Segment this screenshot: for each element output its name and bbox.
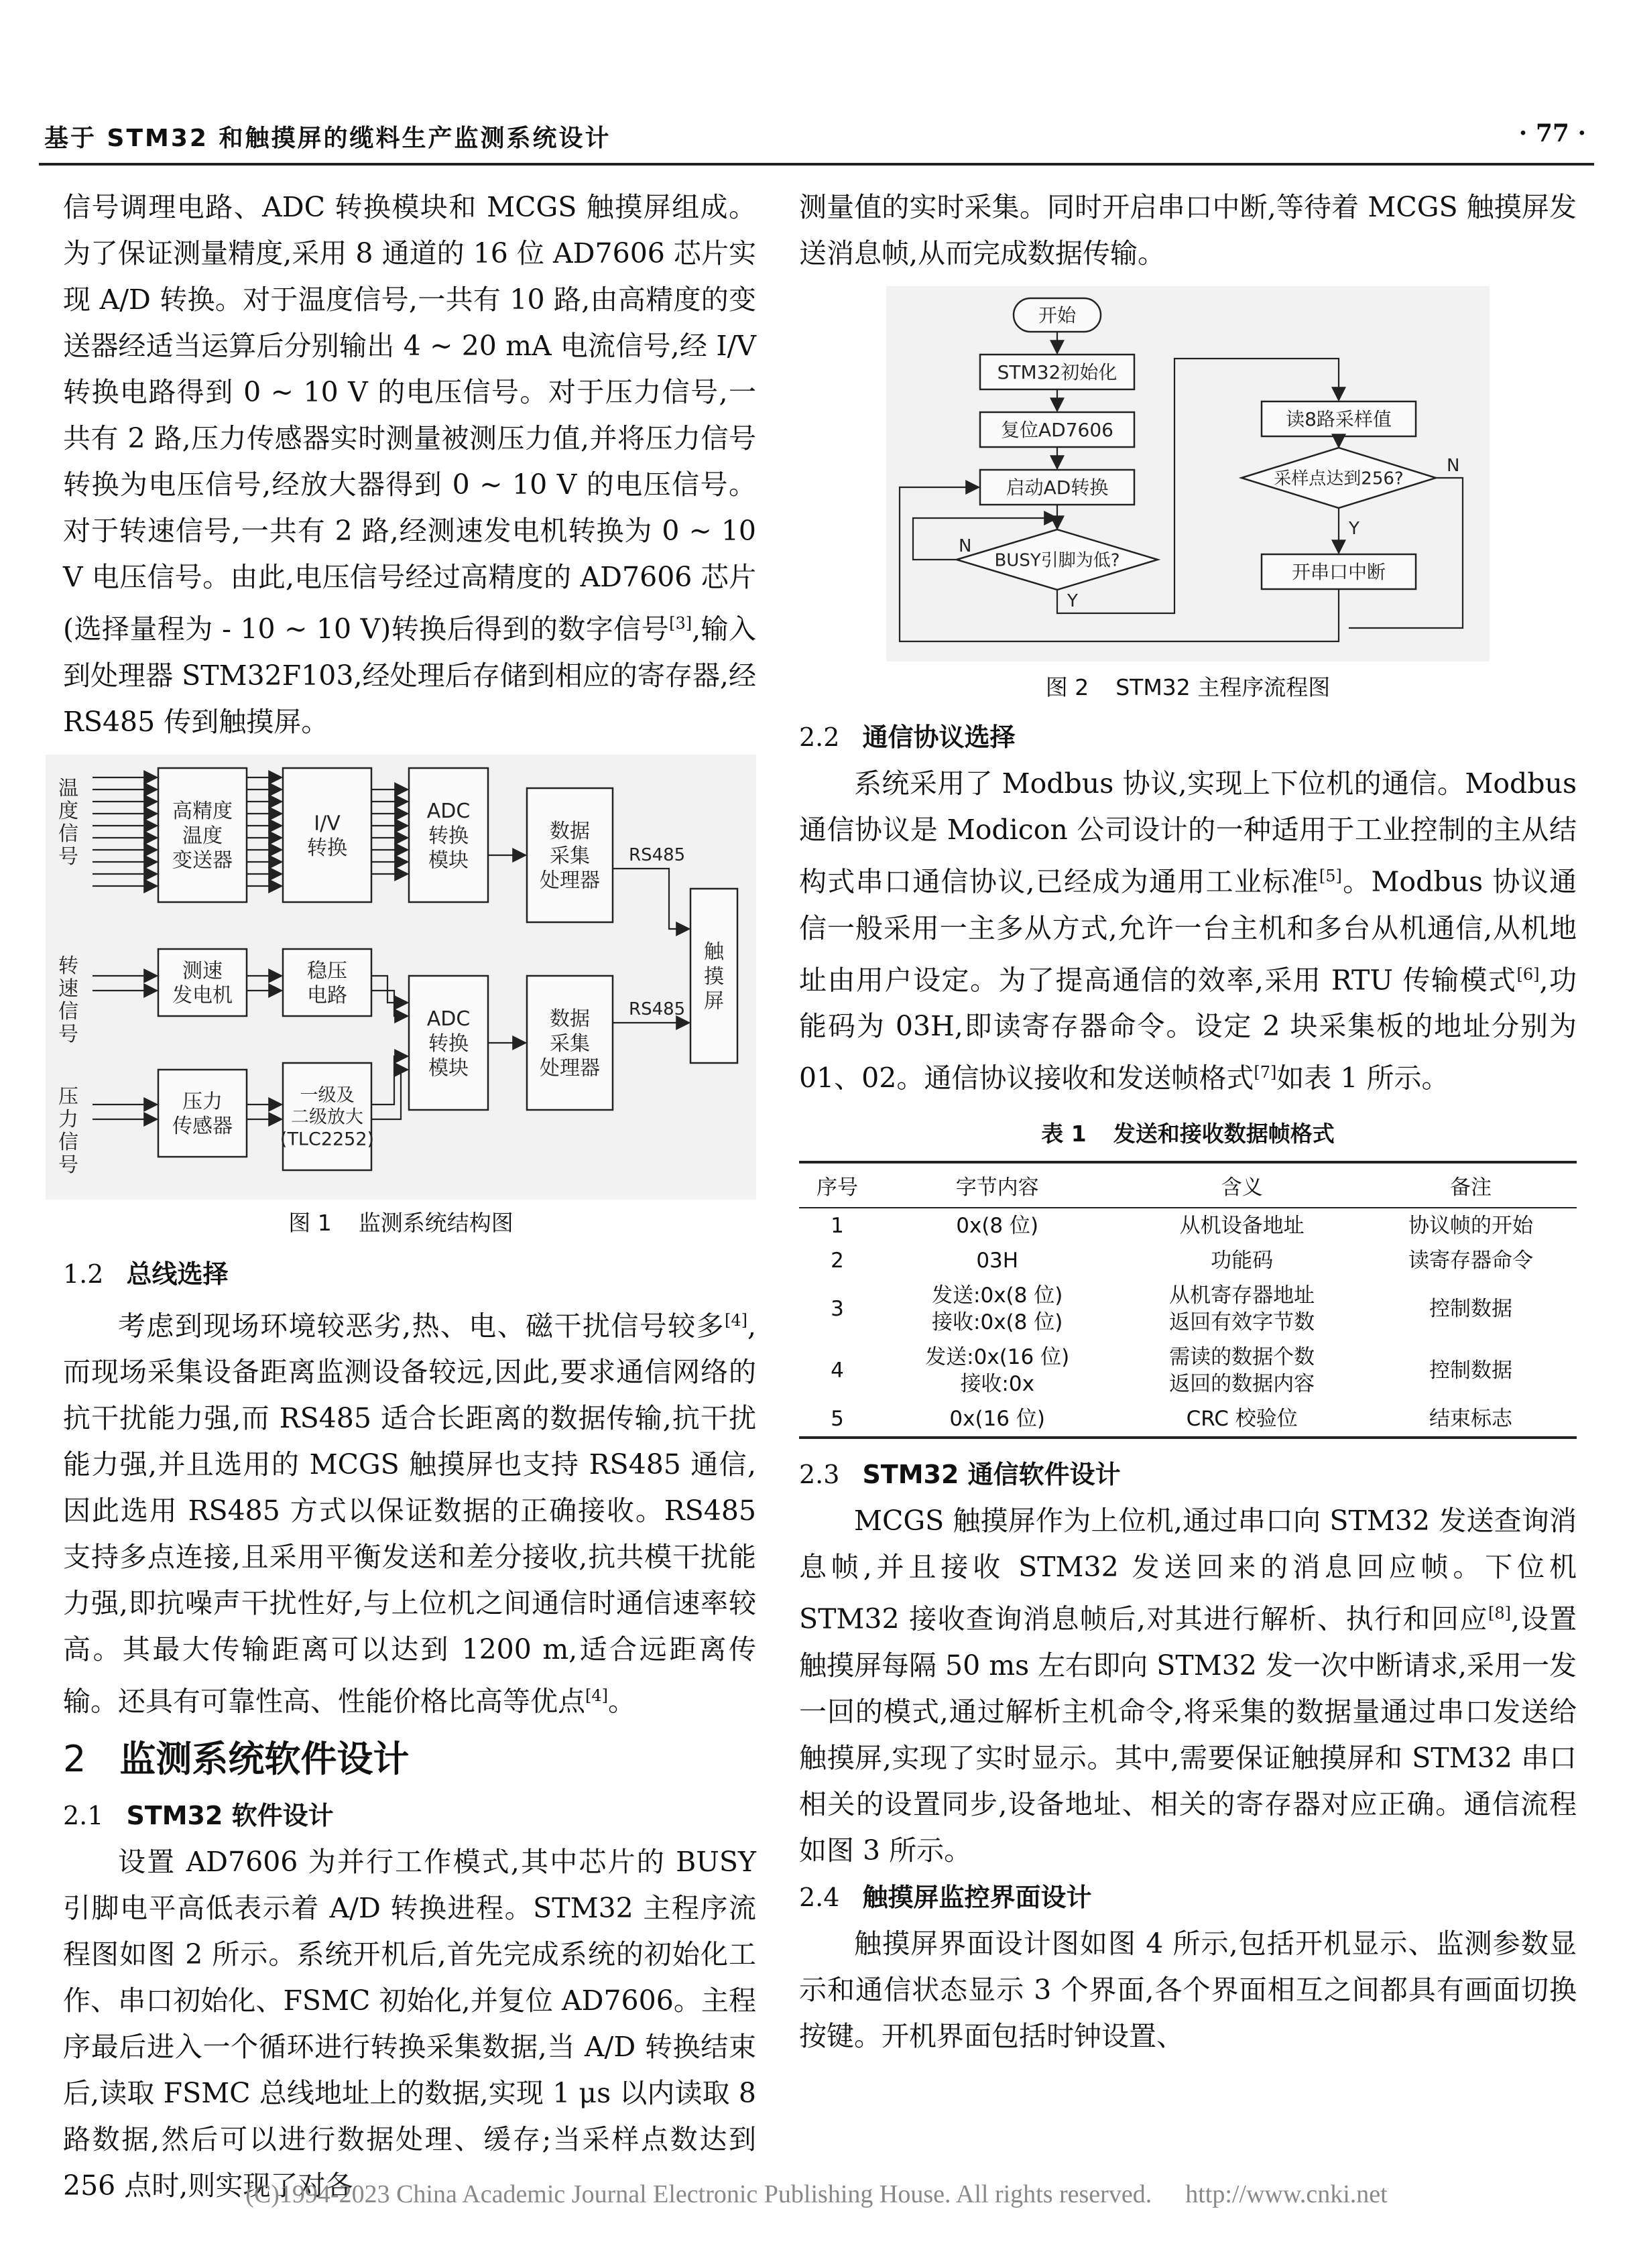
table-1-header-1: 序号 xyxy=(799,1162,875,1208)
page-number: · 77 · xyxy=(1518,119,1586,147)
pressure-signal-label-char-2: 力 xyxy=(58,1107,78,1131)
intro-paragraph: 信号调理电路、ADC 转换模块和 MCGS 触摸屏组成。为了保证测量精度,采用 8 通道的 16 位 AD7606 芯片实现 A/D 转换。对于温度信号,一共有 10 路,由高精度的变送器经适当运算后分别输出 4 ~ 20 mA 电流信号,经 I/V 转换电路得到 0 ~ 10 V 的电压信号。对于压力信号,一共有 2 路,压力传感器实时测量被测压力值,并将压力信号转换为电压信号,经放大器得到 0 ~ 10 V 的电压信号。对于转速信号,一共有 2 路,经测速发电机转换为 0 ~ 10 V 电压信号。由此,电压信号经过高精度的 AD7606 芯片(选择量程为 - 10 ~ 10 V)转换后得到的数字信号[3],输入到处理器 STM32F103,经处理后存储到相应的寄存器,经 RS485 传到触摸屏。 xyxy=(63,191,756,738)
convert-node-label-line-1: 启动AD转换 xyxy=(1006,477,1109,499)
transmitter-block-label-line-2: 温度 xyxy=(182,824,223,848)
touchscreen-block-label-line-3: 屏 xyxy=(704,989,724,1013)
processor1-block-label-line-3: 处理器 xyxy=(540,869,600,893)
tachogenerator-block-label-line-2: 发电机 xyxy=(172,983,233,1007)
table-cell-no: 5 xyxy=(799,1401,875,1438)
table-cell-no: 4 xyxy=(831,1358,844,1383)
table-row xyxy=(799,1340,1577,1401)
pressure-sensor-block-label-line-2: 传感器 xyxy=(172,1114,233,1138)
speed-signal-label-char-2: 速 xyxy=(58,976,78,1001)
processor2-block-label-line-1: 数据 xyxy=(550,1007,590,1031)
amplifier-block-label-line-3: (TLC2252) xyxy=(280,1129,375,1150)
table-cell-meaning: 需读的数据个数 返回的数据内容 xyxy=(1169,1344,1315,1396)
adc1-block-label-line-3: 模块 xyxy=(428,848,469,873)
busy-no-label: N xyxy=(959,536,972,556)
table-1-caption: 表 1 发送和接收数据帧格式 xyxy=(1041,1120,1335,1147)
start-node-label-line-1: 开始 xyxy=(1038,304,1077,327)
figure-1-caption: 图 1 监测系统结构图 xyxy=(46,1200,756,1247)
adc2-block-label-line-1: ADC xyxy=(426,1007,471,1031)
table-cell-note: 结束标志 xyxy=(1365,1401,1577,1438)
section-2-3-text: MCGS 触摸屏作为上位机,通过串口向 STM32 发送查询消息帧,并且接收 STM32 发送回来的消息回应帧。下位机 STM32 接收查询消息帧后,对其进行解析、执行和回应[8],设置触摸屏每隔 50 ms 左右即向 STM32 发一次中断请求,采用一发一回的模式,通过解析主机命令,将采集的数据量通过串口发送给触摸屏,实现了实时显示。其中,需要保证触摸屏和 STM32 串口相关的设置同步,设备地址、相关的寄存器对应正确。通信流程如图 3 所示。 xyxy=(799,1504,1577,1867)
section-1-2-heading: 1.2 总线选择 xyxy=(63,1259,229,1289)
temp-signal-label-char-3: 信 xyxy=(58,822,78,846)
table-cell-no: 1 xyxy=(831,1213,844,1238)
table-cell-content: 0x(16 位) xyxy=(875,1401,1119,1438)
iv-block-label-line-2: 转换 xyxy=(307,836,347,860)
section-2-1-text: 设置 AD7606 为并行工作模式,其中芯片的 BUSY 引脚电平高低表示着 A/D 转换进程。STM32 主程序流程图如图 2 所示。系统开机后,首先完成系统的初始化工作、串口初始化、FSMC 初始化,并复位 AD7606。主程序最后进入一个循环进行转换采集数据,当 A/D 转换结束后,读取 FSMC 总线地址上的数据,实现 1 μs 以内读取 8 路数据,然后可以进行数据处理、缓存;当采样点数达到 256 点时,则实现了对各 xyxy=(63,1845,756,2202)
section-1-2-text: 考虑到现场环境较恶劣,热、电、磁干扰信号较多[4],而现场采集设备距离监测设备较远,因此,要求通信网络的抗干扰能力强,而 RS485 适合长距离的数据传输,抗干扰能力强,并且选用的 MCGS 触摸屏也支持 RS485 通信,因此选用 RS485 方式以保证数据的正确接收。RS485 支持多点连接,且采用平衡发送和差分接收,抗共模干扰能力强,即抗噪声干扰性好,与上位机之间通信时通信速率较高。其最大传输距离可以达到 1200 m,适合远距离传输。还具有可靠性高、性能价格比高等优点[4]。 xyxy=(63,1310,756,1718)
table-cell-content: 发送:0x(8 位) 接收:0x(8 位) xyxy=(932,1283,1063,1334)
adc1-block-label-line-2: 转换 xyxy=(428,824,469,848)
table-cell-meaning: 功能码 xyxy=(1211,1248,1274,1273)
iv-block-label-line-1: I/V xyxy=(314,812,341,836)
section-2-2-text: 系统采用了 Modbus 协议,实现上下位机的通信。Modbus 通信协议是 Modicon 公司设计的一种适用于工业控制的主从结构式串口通信协议,已经成为通用工业标准[5]。Modbus 协议通信一般采用一主多从方式,允许一台主机和多台从机通信,从机地址由用户设定。为了提高通信的效率,采用 RTU 传输模式[6],功能码为 03H,即读寄存器命令。设定 2 块采集板的地址分别为 01、02。通信协议接收和发送帧格式[7]如表 1 所示。 xyxy=(799,767,1577,1094)
adc1-block-label-line-1: ADC xyxy=(426,799,471,823)
figure-2-caption: 图 2 STM32 主程序流程图 xyxy=(1045,674,1331,700)
touchscreen-block-label-line-2: 摸 xyxy=(704,964,724,989)
processor1-block-label-line-2: 采集 xyxy=(550,844,590,868)
table-1-header-2: 字节内容 xyxy=(875,1162,1119,1208)
transmitter-block-label-line-3: 变送器 xyxy=(172,848,233,873)
right-intro-paragraph: 测量值的实时采集。同时开启串口中断,等待着 MCGS 触摸屏发送消息帧,从而完成数据传输。 xyxy=(799,191,1577,269)
rs485-label-1: RS485 xyxy=(629,844,686,865)
regulator-block-label-line-2: 电路 xyxy=(307,983,347,1007)
right-column xyxy=(799,184,1577,2060)
cnki-url: http://www.cnki.net xyxy=(1185,2180,1388,2208)
pressure-signal-label-char-4: 号 xyxy=(58,1153,78,1177)
count-yes-label: Y xyxy=(1349,519,1359,539)
table-row xyxy=(799,1208,1577,1243)
speed-signal-label-char-1: 转 xyxy=(58,954,78,978)
irq-node-label-line-1: 开串口中断 xyxy=(1291,561,1386,584)
read-node-label-line-1: 读8路采样值 xyxy=(1286,408,1392,431)
adc2-block-label-line-2: 转换 xyxy=(428,1031,469,1056)
transmitter-block-label-line-1: 高精度 xyxy=(172,799,233,823)
busy-yes-label: Y xyxy=(1067,591,1078,611)
amplifier-block-label-line-1: 一级及 xyxy=(300,1084,355,1106)
processor1-block-label-line-1: 数据 xyxy=(550,819,590,843)
table-cell-meaning: CRC 校验位 xyxy=(1119,1401,1365,1438)
section-2-3-heading: 2.3 STM32 通信软件设计 xyxy=(799,1459,1121,1489)
section-2-1-heading: 2.1 STM32 软件设计 xyxy=(63,1800,334,1830)
temp-signal-label-char-1: 温 xyxy=(58,776,78,800)
adc2-block-label-line-3: 模块 xyxy=(428,1056,469,1080)
tachogenerator-block-label-line-1: 测速 xyxy=(182,959,223,983)
processor2-block-label-line-2: 采集 xyxy=(550,1031,590,1056)
section-2-4-heading: 2.4 触摸屏监控界面设计 xyxy=(799,1882,1092,1912)
table-row xyxy=(799,1278,1577,1340)
section-2-4-text: 触摸屏界面设计图如图 4 所示,包括开机显示、监测参数显示和通信状态显示 3 个界面,各个界面相互之间都具有画面切换按键。开机界面包括时钟设置、 xyxy=(799,1927,1577,2052)
amplifier-block-label-line-2: 二级放大 xyxy=(291,1107,363,1128)
copyright-text: (C)1994-2023 China Academic Journal Electronic Publishing House. All rights reserved. xyxy=(245,2180,1152,2208)
processor2-block-label-line-3: 处理器 xyxy=(540,1056,600,1080)
table-cell-no: 3 xyxy=(831,1296,844,1321)
reset-node-label-line-1: 复位AD7606 xyxy=(1001,419,1113,442)
table-1-header-3: 含义 xyxy=(1119,1162,1365,1208)
figure-1 xyxy=(46,755,756,1247)
copyright-footer xyxy=(0,2180,1633,2209)
busy-decision-label-line-1: BUSY引脚为低? xyxy=(994,550,1120,571)
regulator-block-label-line-1: 稳压 xyxy=(307,959,347,983)
left-column xyxy=(58,184,756,2209)
table-cell-content: 发送:0x(16 位) 接收:0x xyxy=(925,1344,1070,1396)
table-cell-content: 0x(8 位) xyxy=(956,1213,1039,1238)
table-row xyxy=(799,1401,1577,1438)
pressure-signal-label-char-3: 信 xyxy=(58,1130,78,1154)
table-cell-meaning: 从机设备地址 xyxy=(1179,1213,1305,1238)
table-cell-note: 协议帧的开始 xyxy=(1408,1213,1533,1238)
figure-1-diagram xyxy=(46,755,756,1197)
speed-signal-label-char-4: 号 xyxy=(58,1022,78,1046)
temp-signal-label-char-2: 度 xyxy=(58,799,78,823)
table-row xyxy=(799,1243,1577,1278)
figure-2 xyxy=(886,286,1490,711)
running-header-title: 基于 STM32 和触摸屏的缆料生产监测系统设计 xyxy=(44,125,611,152)
chapter-2-heading: 2 监测系统软件设计 xyxy=(63,1737,410,1780)
table-1-header-4: 备注 xyxy=(1365,1162,1577,1208)
temp-signal-label-char-4: 号 xyxy=(58,844,78,869)
count-no-label: N xyxy=(1447,456,1460,476)
table-1 xyxy=(799,1161,1577,1439)
table-cell-note: 控制数据 xyxy=(1429,1296,1512,1321)
table-cell-note: 控制数据 xyxy=(1429,1358,1512,1383)
figure-2-flowchart xyxy=(886,286,1490,662)
table-cell-note: 读寄存器命令 xyxy=(1408,1248,1533,1273)
pressure-signal-label-char-1: 压 xyxy=(58,1084,78,1109)
speed-signal-label-char-3: 信 xyxy=(58,999,78,1023)
header-rule xyxy=(39,163,1594,166)
table-cell-content: 03H xyxy=(976,1248,1019,1273)
section-2-2-heading: 2.2 通信协议选择 xyxy=(799,722,1016,752)
table-cell-meaning: 从机寄存器地址 返回有效字节数 xyxy=(1169,1283,1315,1334)
rs485-label-2: RS485 xyxy=(629,999,686,1019)
init-node-label-line-1: STM32初始化 xyxy=(997,361,1117,384)
pressure-sensor-block-label-line-1: 压力 xyxy=(182,1090,223,1114)
count-decision-label-line-1: 采样点达到256? xyxy=(1274,468,1404,489)
touchscreen-block-label-line-1: 触 xyxy=(704,940,724,964)
table-cell-no: 2 xyxy=(831,1248,844,1273)
